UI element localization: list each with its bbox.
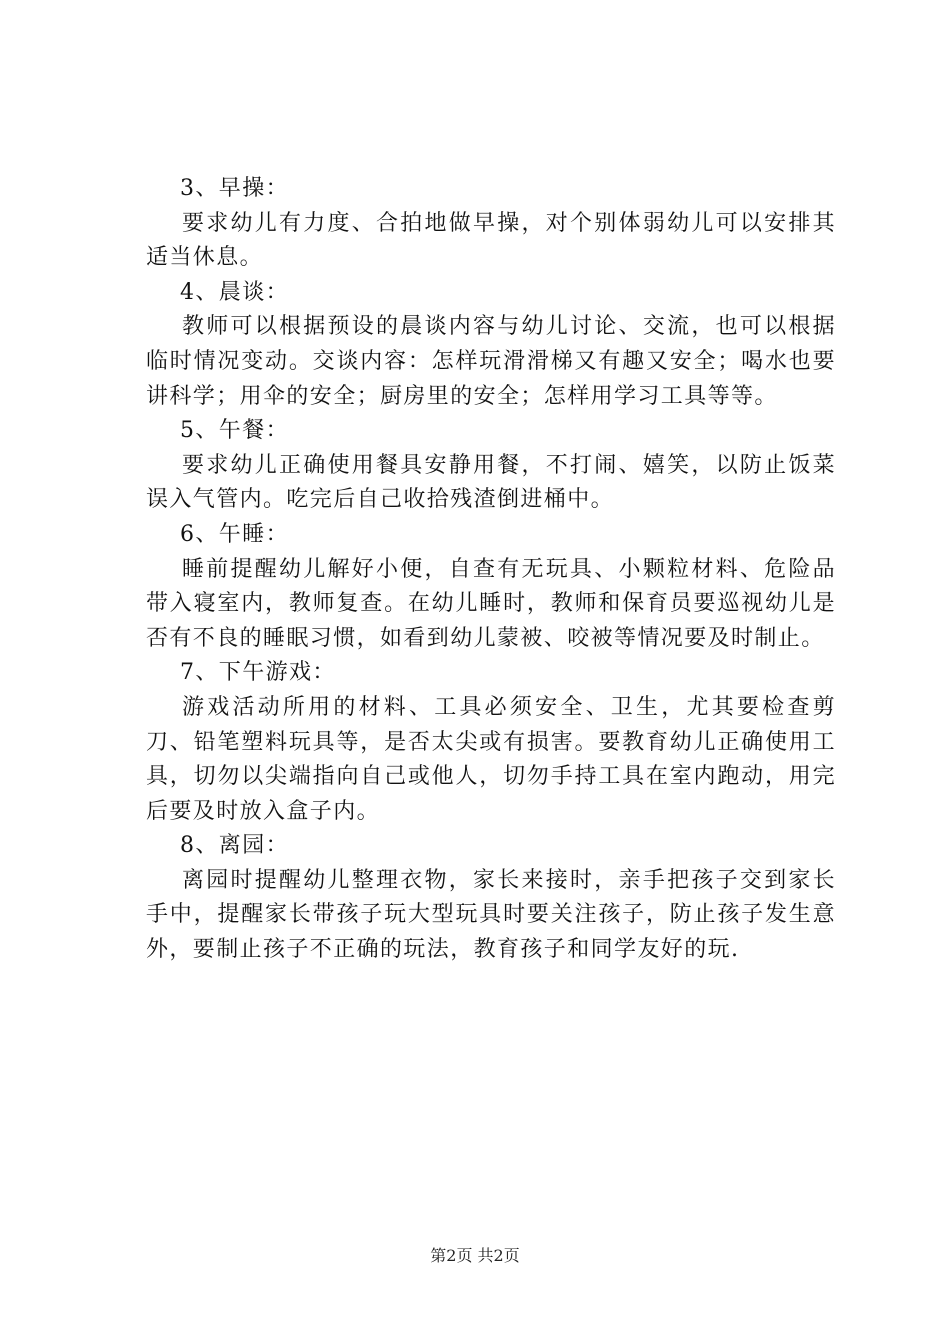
page-footer	[0, 1246, 950, 1266]
section-body-afternoon-games: 游戏活动所用的材料、工具必须安全、卫生，尤其要检查剪刀、铅笔塑料玩具等，是否太尖或有损害。要教育幼儿正确使用工具，切勿以尖端指向自己或他人，切勿手持工具在室内跑动，用完后要及时放入盒子内。	[146, 694, 836, 824]
section-heading-morning-talk: 4、晨谈：	[180, 279, 289, 305]
page-number-indicator: 第2页 共2页	[430, 1246, 520, 1265]
section-body-lunch: 要求幼儿正确使用餐具安静用餐，不打闹、嬉笑，以防止饭菜误入气管内。吃完后自己收拾残渣倒进桶中。	[146, 452, 836, 513]
document-body	[146, 172, 836, 968]
section-heading-departure: 8、离园：	[180, 833, 289, 859]
section-heading-lunch: 5、午餐：	[180, 418, 289, 444]
section-heading-morning-exercise: 3、早操：	[180, 176, 289, 201]
section-body-morning-exercise: 要求幼儿有力度、合拍地做早操，对个别体弱幼儿可以安排其适当休息。	[146, 210, 836, 271]
section-body-nap: 睡前提醒幼儿解好小便，自查有无玩具、小颗粒材料、危险品带入寝室内，教师复查。在幼儿睡时，教师和保育员要巡视幼儿是否有不良的睡眠习惯，如看到幼儿蒙被、咬被等情况要及时制止。	[146, 556, 836, 651]
section-heading-nap: 6、午睡：	[180, 521, 289, 547]
section-body-departure: 离园时提醒幼儿整理衣物，家长来接时，亲手把孩子交到家长手中，提醒家长带孩子玩大型玩具时要关注孩子，防止孩子发生意外，要制止孩子不正确的玩法，教育孩子和同学友好的玩.	[146, 867, 836, 963]
section-heading-afternoon-games: 7、下午游戏：	[180, 660, 336, 686]
section-body-morning-talk: 教师可以根据预设的晨谈内容与幼儿讨论、交流，也可以根据临时情况变动。交谈内容：怎样玩滑滑梯又有趣又安全；喝水也要讲科学；用伞的安全；厨房里的安全；怎样用学习工具等等。	[146, 314, 836, 409]
